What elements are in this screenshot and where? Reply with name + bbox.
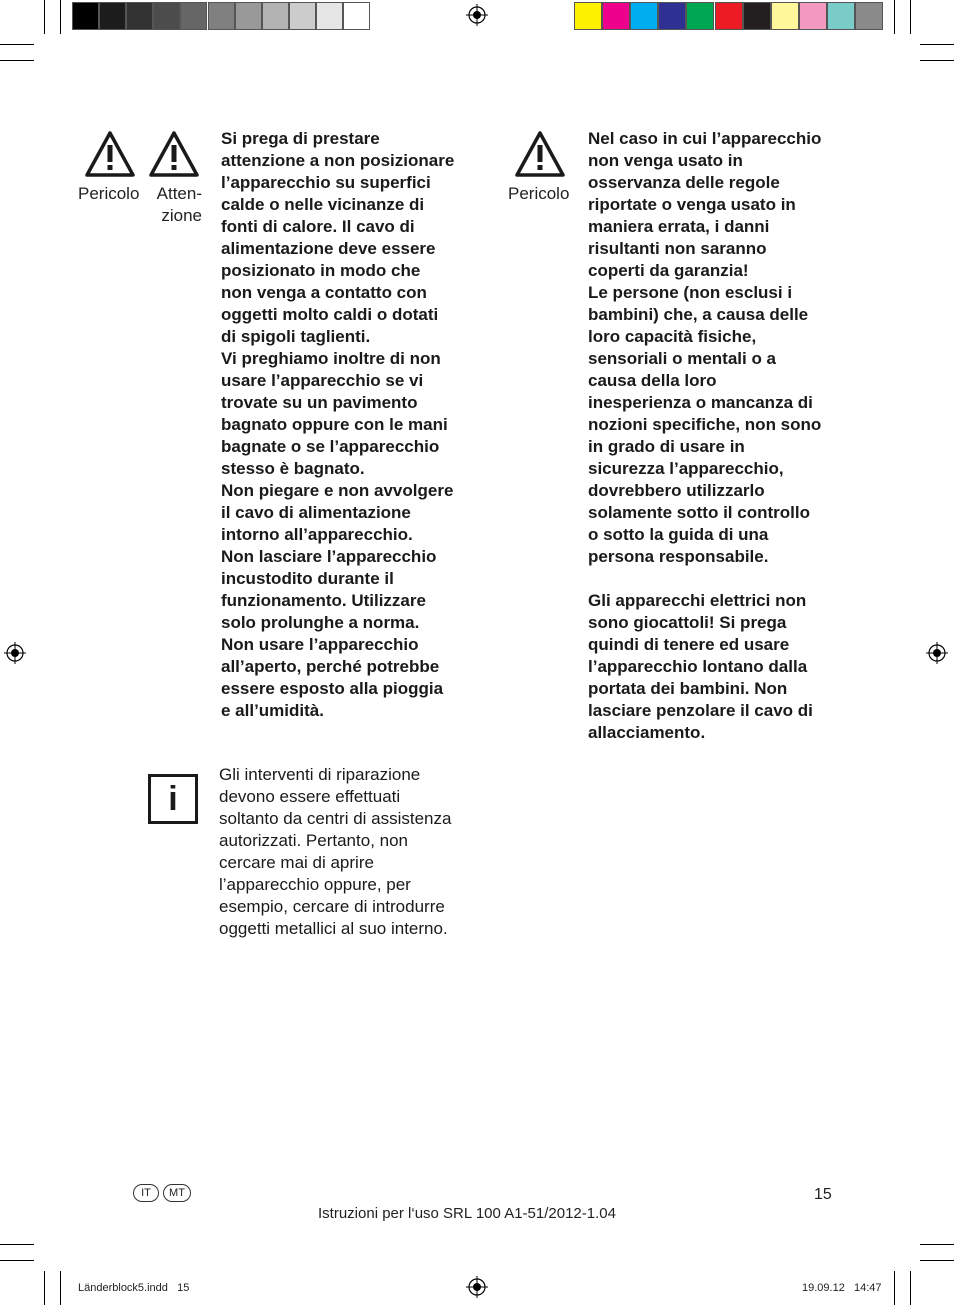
warning-triangle-icon [514,130,566,178]
left-warning-text: Si prega di prestare attenzione a non posizionare l’apparecchio su superfici calde o nelle vicinanze di fonti di calore. Il cavo di alimentazione deve essere posizionato in modo che non venga a contatto con oggetti molto caldi o dotati di spigoli taglienti. Vi preghiamo inoltre di non usare l’apparecchio se vi trovate su un pavimento bagnato oppure con le mani bagnate o se l’apparecchio stesso è bagnato. Non piegare e non avvolgere il cavo di alimentazione intorno all’apparecchio. Non lasciare l’apparecchio incustodito durante il funzionamento. Utilizzare solo prolunghe a norma. Non usare l’apparecchio all’aperto, perché potrebbe essere esposto alla pioggia e all’umidità. [221,129,455,720]
page-number: 15 [814,1186,832,1203]
crop-mark [920,60,954,61]
color-swatch [289,2,316,30]
color-swatch [343,2,370,30]
crop-mark [920,44,954,45]
color-swatch [316,2,343,30]
color-swatch [630,2,658,30]
color-swatch [574,2,602,30]
crop-mark [0,1260,34,1261]
crop-mark [910,1271,911,1305]
color-swatch [126,2,153,30]
warning-label-danger: Pericolo [78,184,140,203]
color-swatch [72,2,99,30]
registration-mark-icon [466,1276,488,1298]
crop-mark [60,0,61,34]
color-swatch [686,2,714,30]
warning-triangle-icon [148,130,200,178]
info-text: Gli interventi di riparazione devono essere effettuati soltanto da centri di assistenza autorizzati. Pertanto, non cercare mai di aprire l’apparecchio oppure, per esempio, cercare di introdurre oggetti metallici al suo interno. [219,765,452,938]
color-swatch [771,2,799,30]
color-swatch [855,2,883,30]
warning-label-attention: Atten- zione [156,184,202,225]
color-swatch [827,2,855,30]
slug-date: 19.09.12 14:47 [802,1282,882,1294]
registration-mark-icon [926,642,948,664]
warning-label-danger: Pericolo [508,184,570,203]
registration-mark-icon [4,642,26,664]
registration-mark-icon [466,4,488,26]
language-badge-it: IT [133,1184,159,1202]
crop-mark [44,0,45,34]
crop-mark [60,1271,61,1305]
color-swatch [180,2,207,30]
crop-mark [44,1271,45,1305]
color-swatch [715,2,743,30]
crop-mark [0,44,34,45]
crop-mark [0,60,34,61]
warning-triangle-icon [84,130,136,178]
right-warning-text: Nel caso in cui l’apparecchio non venga usato in osservanza delle regole riportate o venga usato in maniera errata, i danni risultanti non saranno coperti da garanzia! Le persone (non esclusi i bambini) che, a causa delle loro capacità fisiche, sensoriali o mentali o a causa della loro inesperienza o mancanza di nozioni specifiche, non sono in grado di usare in sicurezza l’apparecchio, dovrebbero utilizzarlo solamente sotto il controllo o sotto la guida di una persona responsabile. Gli apparecchi elettrici non sono giocattoli! Si prega quindi di tenere ed usare l’apparecchio lontano dalla portata dei bambini. Non lasciare penzolare il cavo di allacciamento. [588,129,822,742]
language-badge-mt: MT [163,1184,191,1202]
color-swatch [235,2,262,30]
crop-mark [0,1244,34,1245]
crop-mark [920,1260,954,1261]
color-swatch [799,2,827,30]
color-swatch [153,2,180,30]
color-swatch [208,2,235,30]
color-swatch [99,2,126,30]
crop-mark [920,1244,954,1245]
manual-reference: Istruzioni per l‘uso SRL 100 A1-51/2012-1.04 [318,1205,616,1222]
slug-filename: Länderblock5.indd 15 [78,1282,190,1294]
color-swatch [658,2,686,30]
crop-mark [894,1271,895,1305]
color-swatch [262,2,289,30]
color-swatch [743,2,771,30]
crop-mark [894,0,895,34]
info-icon: i [148,774,198,824]
color-swatch [602,2,630,30]
crop-mark [910,0,911,34]
